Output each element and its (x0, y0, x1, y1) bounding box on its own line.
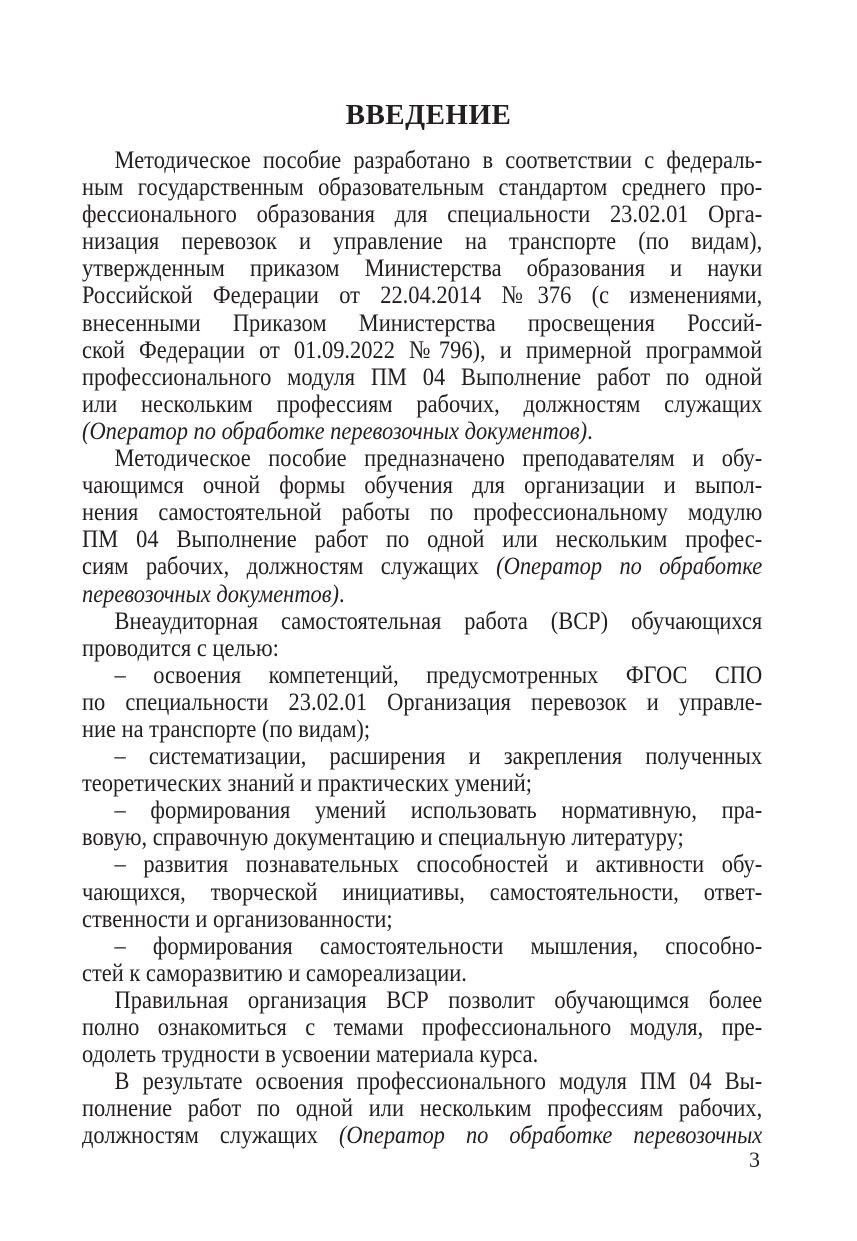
line-text: – формирования самостоятельности мышления, способно- (114, 930, 763, 960)
text-line (82, 742, 762, 769)
line-text: Внеаудиторная самостоятельная работа (ВСР) обучающихся (114, 605, 763, 635)
text-line (82, 661, 762, 688)
text-line (82, 390, 762, 417)
line-text: полнение работ по одной или нескольким профессиям рабочих, (82, 1093, 763, 1123)
text-line (82, 471, 762, 498)
text-line (82, 200, 762, 227)
text-line (82, 1121, 762, 1148)
text-line (82, 525, 762, 552)
line-tail: . (338, 578, 345, 608)
text-line (82, 336, 762, 363)
line-tail: . (587, 415, 593, 445)
text-line (82, 715, 762, 742)
text-line (82, 1067, 762, 1094)
italic-text: перевозочных документов) (82, 578, 339, 608)
line-text: – формирования умений использовать нормативную, пра- (114, 795, 763, 825)
text-line (82, 498, 762, 525)
italic-text: (Оператор по обработке перевозочных документов) (82, 415, 588, 445)
text-line (82, 417, 762, 444)
line-text: – освоения компетенций, предусмотренных ФГОС СПО (114, 659, 763, 689)
text-line (82, 363, 762, 390)
text-line (82, 1040, 762, 1067)
text-line (82, 769, 762, 796)
line-text: чающимся очной формы обучения для организации и выпол- (82, 470, 763, 500)
line-text: В результате освоения профессионального модуля ПМ 04 Вы- (114, 1066, 763, 1096)
text-line (82, 986, 762, 1013)
line-text: – систематизации, расширения и закрепления полученных (114, 741, 763, 771)
text-line (82, 932, 762, 959)
text-line (82, 634, 762, 661)
line-text: вовую, справочную документацию и специальную литературу; (82, 822, 684, 852)
line-text: теоретических знаний и практических умений; (82, 768, 533, 798)
line-text: или нескольким профессиям рабочих, должностям служащих (82, 388, 763, 418)
text-line (82, 1013, 762, 1040)
line-text: по специальности 23.02.01 Организация перевозок и управле- (82, 686, 763, 716)
italic-text: (Оператор по обработке перевозочных (338, 1120, 763, 1150)
text-line (82, 227, 762, 254)
text-line (82, 1094, 762, 1121)
document-body (82, 146, 762, 1148)
line-text: ние на транспорте (по видам); (82, 713, 371, 743)
line-text: одолеть трудности в усвоении материала курса. (82, 1039, 539, 1069)
text-line (82, 688, 762, 715)
line-text: низация перевозок и управление на транспорте (по видам), (82, 226, 763, 256)
line-text: ственности и организованности; (82, 903, 393, 933)
text-line (82, 173, 762, 200)
text-line (82, 905, 762, 932)
line-text: Правильная организация ВСР позволит обучающимся более (114, 984, 763, 1014)
line-text: ным государственным образовательным стандартом среднего про- (82, 172, 763, 202)
italic-text: (Оператор по обработке (496, 551, 763, 581)
text-line (82, 309, 762, 336)
line-text: фессионального образования для специальности 23.02.01 Орга- (82, 199, 763, 229)
text-line (82, 580, 762, 607)
line-text: Методическое пособие предназначено преподавателям и обу- (114, 443, 763, 473)
line-text: проводится с целью: (82, 632, 279, 662)
line-text: Российской Федерации от 22.04.2014 №376 (с изменениями, (82, 280, 763, 310)
line-text: полно ознакомиться с темами профессионального модуля, пре- (82, 1012, 763, 1041)
text-line (82, 281, 762, 308)
line-text: стей к саморазвитию и самореализации. (82, 957, 467, 987)
line-text: должностям служащих (82, 1120, 339, 1150)
page-title: ВВЕДЕНИЕ (345, 99, 512, 131)
line-text: сиям рабочих, должностям служащих (82, 551, 497, 581)
line-text: профессионального модуля ПМ 04 Выполнение работ по одной (82, 361, 763, 391)
line-text: ской Федерации от 01.09.2022 №796), и примерной программой (82, 334, 763, 364)
line-text: внесенными Приказом Министерства просвещения Россий- (82, 307, 763, 337)
line-text: утвержденным приказом Министерства образования и науки (82, 253, 763, 283)
text-line (82, 959, 762, 986)
line-text: ПМ 04 Выполнение работ по одной или нескольким профес- (82, 524, 763, 554)
text-line (82, 823, 762, 850)
text-line (82, 796, 762, 823)
line-text: нения самостоятельной работы по профессиональному модулю (82, 497, 763, 527)
text-line (82, 552, 762, 579)
text-line (82, 254, 762, 281)
text-line (82, 850, 762, 877)
line-text: чающихся, творческой инициативы, самостоятельности, ответ- (82, 876, 763, 906)
text-line (82, 607, 762, 634)
text-line (82, 444, 762, 471)
page-number: 3 (749, 1147, 760, 1172)
line-text: – развития познавательных способностей и активности обу- (114, 849, 763, 879)
text-line (82, 146, 762, 173)
line-text: Методическое пособие разработано в соответствии с федераль- (114, 145, 763, 174)
text-line (82, 878, 762, 905)
